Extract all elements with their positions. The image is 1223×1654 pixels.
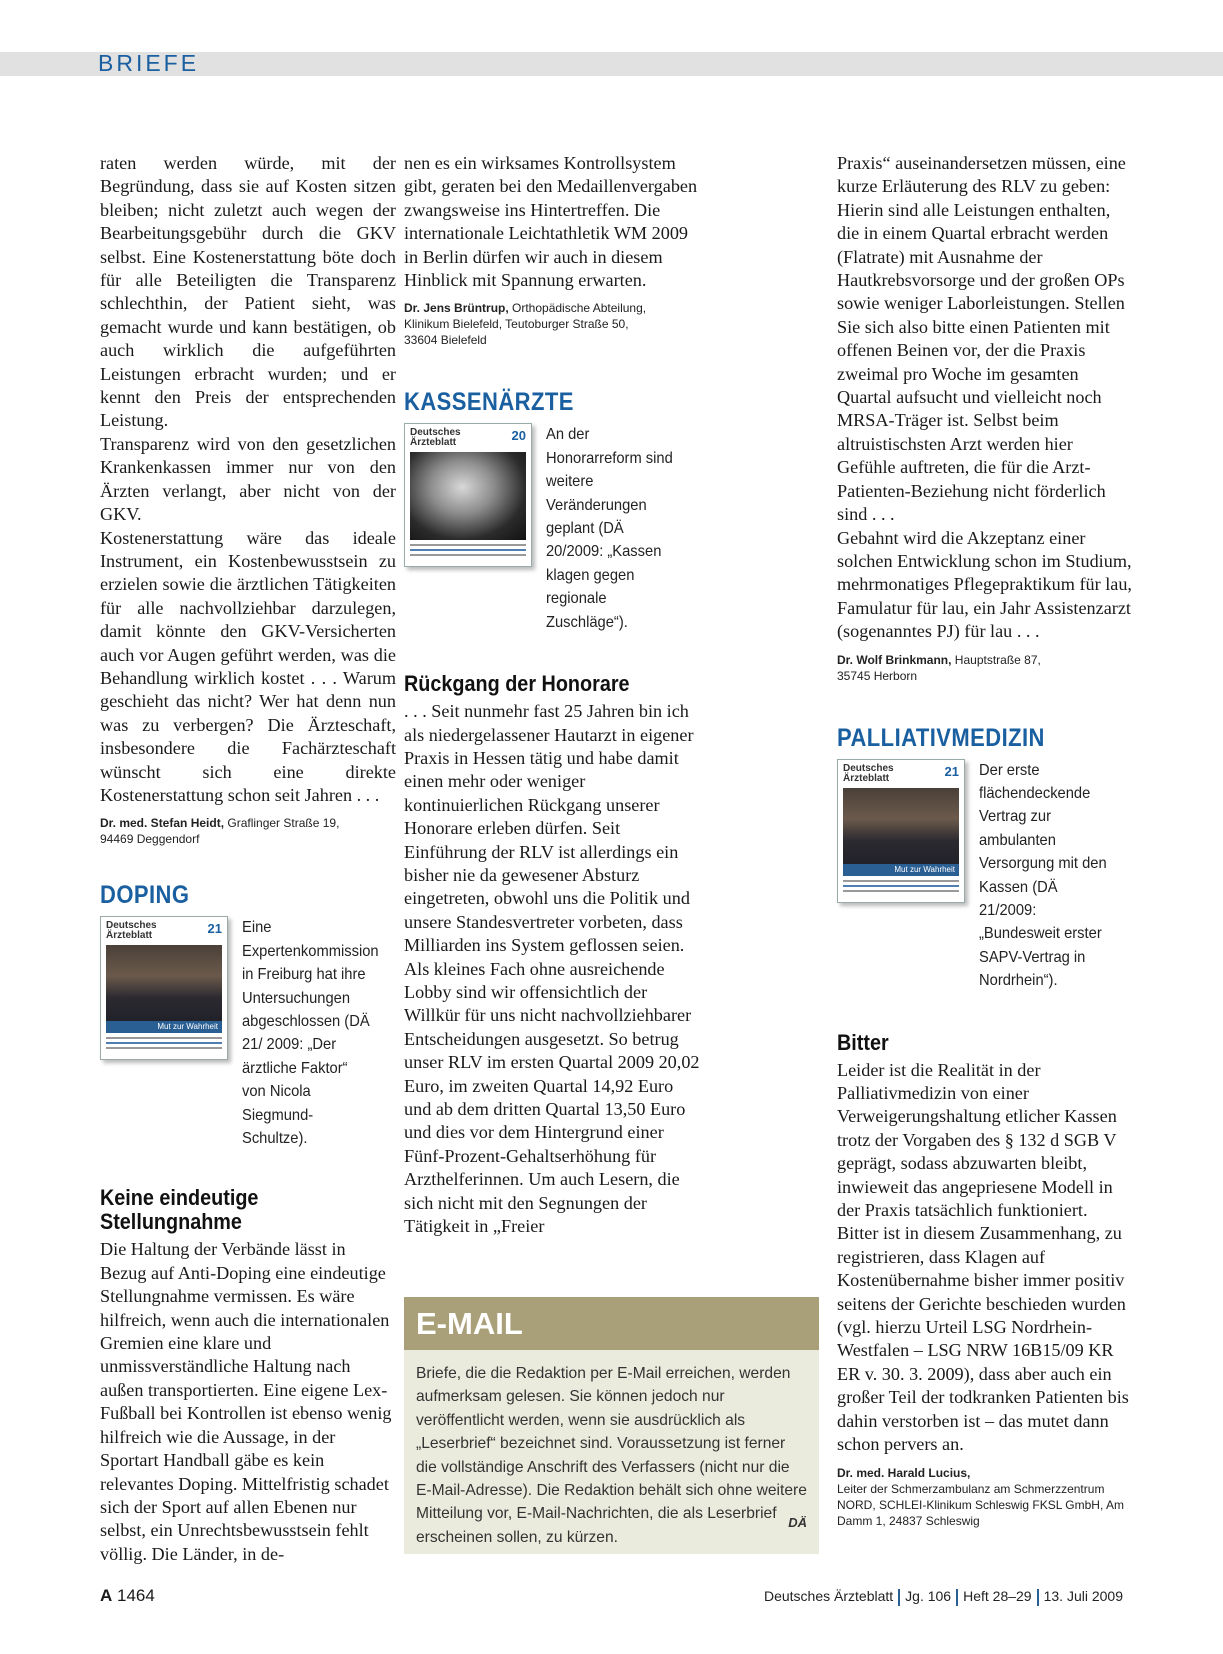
signature-address: Hauptstraße 87, 35745 Herborn xyxy=(837,652,1041,683)
email-box-title: E-MAIL xyxy=(416,1306,523,1341)
column-1 xyxy=(100,152,396,1566)
column-3 xyxy=(837,152,1133,1529)
article-title: Bitter xyxy=(837,1029,889,1055)
section-label: BRIEFE xyxy=(98,50,200,76)
signature-address: Graflinger Straße 19, 94469 Deggendorf xyxy=(100,816,340,847)
teaser-text: Der erste flächendeckende Vertrag zur ambulanten Versorgung mit den Kassen (DÄ 21/2009: „Bundesweit erster SAPV-Vertrag in Nordrhein“). xyxy=(979,761,1107,990)
footer-volume: Jg. 106 xyxy=(905,1588,952,1604)
signature-name: Dr. Jens Brüntrup, xyxy=(404,301,509,316)
footer-journal-info xyxy=(764,1588,1123,1606)
teaser-text: Eine Expertenkommission in Freiburg hat ihre Untersuchungen abgeschlossen (DÄ 21/ 2009: „Der ärztliche Faktor“ von Nicola Siegmund-Schultze). xyxy=(242,919,379,1148)
signature-name: Dr. med. Stefan Heidt, xyxy=(100,816,225,831)
cover-photo xyxy=(843,788,959,876)
page-number xyxy=(100,1586,155,1606)
footer-separator xyxy=(898,1589,900,1606)
cover-brand: Deutsches Ärzteblatt xyxy=(843,762,894,784)
letter-bruentrup-text: nen es ein wirksames Kontrollsystem gibt, geraten bei den Medaillenvergaben zwangsweise ins Hintertreffen. Die internationale Leichtathletik WM 2009 in Berlin dürfen wir auch in diesem Hinblick mit Spannung erwarten. xyxy=(404,153,698,291)
footer-date: 13. Juli 2009 xyxy=(1043,1588,1123,1604)
cover-lines xyxy=(410,544,526,559)
signature-address: Orthopädische Abteilung, Klinikum Bielefeld, Teutoburger Straße 50, 33604 Bielefeld xyxy=(404,301,647,348)
cover-thumbnail-20[interactable] xyxy=(404,423,532,567)
cover-issue-number: 21 xyxy=(944,763,959,779)
email-box-header xyxy=(404,1297,819,1350)
page-prefix: A xyxy=(100,1586,113,1605)
cover-photo xyxy=(106,945,222,1033)
email-box-sign: DÄ xyxy=(788,1515,807,1530)
cover-strip: Mut zur Wahrheit xyxy=(843,864,959,876)
teaser-palliativmedizin xyxy=(837,759,1133,993)
email-box-text: Briefe, die die Redaktion per E-Mail erreichen, werden aufmerksam gelesen. Sie können jedoch nur veröffentlicht werden, wenn sie ausdrücklich als „Leserbrief“ bezeichnet sind. Voraussetzung ist ferner die vollständige Anschrift des Verfassers (nicht nur die E-Mail-Adresse). Die Redaktion behält sich ohne weitere Mitteilung vor, E-Mail-Nachrichten, die als Leserbrief erscheinen sollen, zu kürzen. xyxy=(416,1365,807,1546)
letter-heidt-text: raten werden würde, mit der Begründung, dass sie auf Kosten sitzen bleiben; nicht zuletzt auch wegen der Bearbeitungsgebühr durch die GKV selbst. Eine Kostenerstattung böte doch für alle Beteiligten die Transparenz schlechthin, der Patient sieht, was gemacht wurde und kann bestätigen, ob auch wirklich die aufgeführten Leistungen erbracht wurden; und er kennt den Preis der entsprechenden Leistung. Transparenz wird von den gesetzlichen Krankenkassen immer nur von den Ärzten verlangt, aber nicht von der GKV. Kostenerstattung wäre das ideale Instrument, ein Kostenbewusstsein zu erzielen sowie die ärztlichen Tätigkeiten für alle nachvollziehbar darzulegen, damit könnte den GKV-Versicherten auch vor Augen geführt werden, was die Behandlung wirklich kostet . . . Warum geschieht das nicht? Wer hat denn nun was zu verbergen? Die Ärzteschaft, insbesondere die Fachärzteschaft wünscht sich eine direkte Kostenerstattung schon seit Jahren . . . xyxy=(100,153,396,805)
category-title-palliativmedizin: PALLIATIVMEDIZIN xyxy=(837,723,1045,752)
article-title: Keine eindeutige Stellungnahme xyxy=(100,1185,259,1235)
cover-thumbnail-21[interactable] xyxy=(100,916,228,1060)
email-info-box xyxy=(404,1297,819,1554)
category-title-kassenaerzte: KASSENÄRZTE xyxy=(404,388,574,417)
cover-issue-number: 20 xyxy=(511,428,526,444)
letter-lucius-signature xyxy=(837,1465,1133,1529)
page-number-value: 1464 xyxy=(112,1586,155,1605)
column-2 xyxy=(404,152,700,1238)
article-text: Leider ist die Realität in der Palliativmedizin von einer Verweigerungshaltung etlicher Kassen trotz der Vorgaben des § 132 d SGB V geprägt, sodass abzuwarten bleibt, inwieweit das angepriesene Modell in der Praxis tatsächlich funktioniert. Bitter ist in diesem Zusammenhang, zu registrieren, dass Klagen auf Kostenübernahme bisher immer positiv seitens der Gerichte beschieden wurden (vgl. hierzu Urteil LSG Nordrhein-Westfalen – LSG NRW 16B15/09 KR ER v. 30. 3. 2009), dass aber auch ein großer Teil der todkranken Patienten bis dahin verstorben ist – das mutet dann schon pervers an. xyxy=(837,1059,1129,1455)
cover-brand: Deutsches Ärzteblatt xyxy=(410,427,461,449)
letter-heidt-signature xyxy=(100,815,396,847)
category-title-doping: DOPING xyxy=(100,881,190,910)
footer-separator xyxy=(956,1589,958,1606)
letter-brinkmann-signature xyxy=(837,652,1133,684)
cover-brand: Deutsches Ärzteblatt xyxy=(106,920,157,942)
teaser-text: An der Honorarreform sind weitere Veränderungen geplant (DÄ 20/2009: „Kassen klagen gegen regionale Zuschläge“). xyxy=(546,426,673,631)
cover-lines xyxy=(843,880,959,895)
signature-name: Dr. med. Harald Lucius, xyxy=(837,1465,971,1480)
teaser-doping xyxy=(100,916,396,1150)
cover-lines xyxy=(106,1037,222,1052)
article-title: Rückgang der Honorare xyxy=(404,671,630,697)
signature-name: Dr. Wolf Brinkmann, xyxy=(837,652,952,667)
cover-issue-number: 21 xyxy=(207,921,222,937)
article-text: Die Haltung der Verbände lässt in Bezug auf Anti-Doping eine eindeutige Stellungnahme vermissen. Es wäre hilfreich, wenn auch die internationalen Gremien eine klare und unmissverständliche Haltung nach außen transportierten. Eine eigene Lex-Fußball bei Kontrollen ist ebenso wenig hilfreich wie die Aussage, in der Sportart Handball gäbe es kein relevantes Doping. Mittelfristig schadet sich der Sport auf allen Ebenen nur selbst, ein Unrechtsbewusstsein fehlt völlig. Die Länder, in de- xyxy=(100,1239,392,1564)
letter-brinkmann-text: Praxis“ auseinandersetzen müssen, eine kurze Erläuterung des RLV zu geben: Hierin sind alle Leistungen enthalten, die in einem Quartal erbracht werden (Flatrate) mit Ausnahme der Hautkrebsvorsorge und der großen OPs sowie weniger Laborleistungen. Stellen Sie sich also bitte einen Patienten mit offenen Beinen vor, der die Praxis zweimal pro Woche im gesamten Quartal aufsucht und vielleicht noch MRSA-Träger ist. Selbst beim altruistischsten Arzt werden hier Gefühle auftreten, die für die Arzt-Patienten-Beziehung nicht förderlich sind . . . Gebahnt wird die Akzeptanz einer solchen Entwicklung schon im Studium, mehrmonatiges Pflegepraktikum für lau, Famulatur für lau, ein Jahr Assistenzarzt (sogenanntes PJ) für lau . . . xyxy=(837,153,1132,642)
footer-separator xyxy=(1037,1589,1039,1606)
article-text: . . . Seit nunmehr fast 25 Jahren bin ich als niedergelassener Hautarzt in eigener Praxis in Hessen tätig und habe damit einen mehr oder weniger kontinuierlichen Rückgang unserer Honorare erleben dürfen. Seit Einführung der RLV ist allerdings ein bisher nie da gewesener Absturz eingetreten, obwohl uns die Politik und unsere Standesvertreter vorbeten, dass Milliarden ins System geflossen seien. Als kleines Fach ohne ausreichende Lobby sind wir offensichtlich der Willkür für uns nicht nachvollziehbarer Entscheidungen ausgesetzt. So betrug unser RLV im ersten Quartal 2009 20,02 Euro, im zweiten Quartal 14,92 Euro und ab dem dritten Quartal 13,50 Euro und dies vor dem Hintergrund einer Fünf-Prozent-Gehaltserhöhung für Arzthelferinnen. Um auch Lesern, die sich nicht mit den Segnungen der Tätigkeit in „Freier xyxy=(404,701,700,1237)
footer-journal: Deutsches Ärzteblatt xyxy=(763,1588,894,1604)
letter-bruentrup-signature xyxy=(404,300,700,348)
cover-strip: Mut zur Wahrheit xyxy=(106,1021,222,1033)
footer-issue: Heft 28–29 xyxy=(963,1588,1032,1604)
cover-thumbnail-21[interactable] xyxy=(837,759,965,903)
teaser-kassenaerzte xyxy=(404,423,700,634)
signature-address: Leiter der Schmerzambulanz am Schmerzzentrum NORD, SCHLEI-Klinikum Schleswig FKSL GmbH, Am Damm 1, 24837 Schleswig xyxy=(837,1481,1124,1528)
cover-photo xyxy=(410,452,526,540)
